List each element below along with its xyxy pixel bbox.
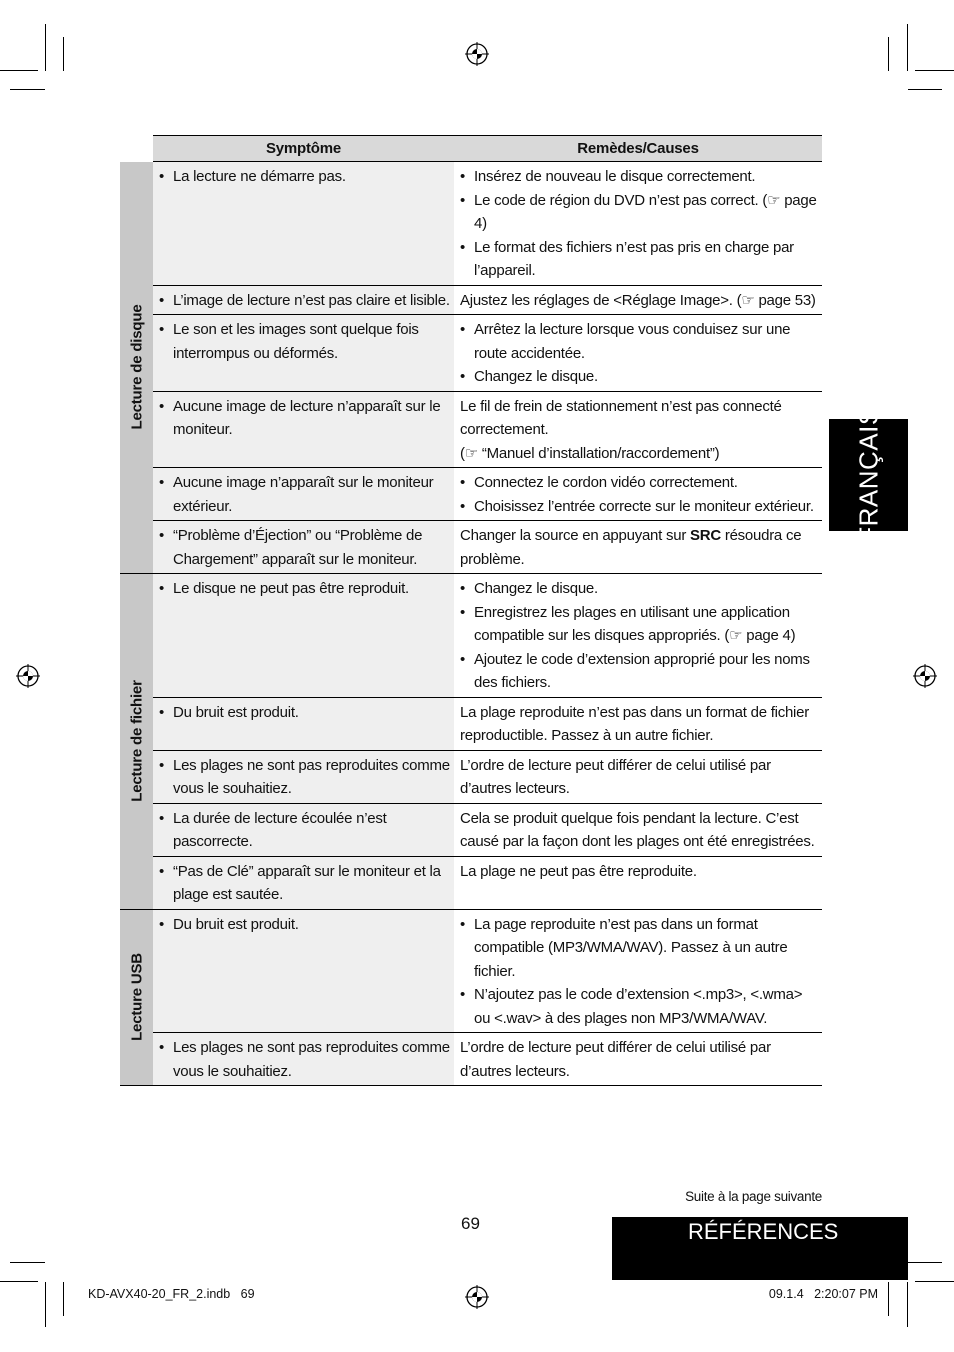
remedy-cell xyxy=(454,750,822,803)
symptom-text: • Les plages ne sont pas reproduites comme vous le souhaitiez. xyxy=(159,754,450,801)
registration-mark-icon xyxy=(913,664,937,688)
crop-mark xyxy=(10,1262,45,1263)
symptom-cell xyxy=(153,391,454,468)
page-number: 69 xyxy=(461,1214,480,1233)
symptom-text: • Aucune image de lecture n’apparaît sur le moniteur. xyxy=(159,395,450,442)
remedy-cell xyxy=(454,521,822,574)
remedy-text: Ajustez les réglages de <Réglage Image>. (☞ page 53) xyxy=(460,291,816,309)
remedy-item: • Ajoutez le code d’extension approprié pour les noms des fichiers. xyxy=(460,648,818,695)
crop-mark xyxy=(63,1282,64,1316)
symptom-cell xyxy=(153,315,454,392)
table-row xyxy=(120,856,822,909)
header-remedy: Remèdes/Causes xyxy=(454,136,822,162)
remedy-item: • Le format des fichiers n’est pas pris en charge par l’appareil. xyxy=(460,236,818,283)
table-row xyxy=(120,391,822,468)
section-label-disc: Lecture de disque xyxy=(120,162,153,574)
symptom-cell xyxy=(153,909,454,1033)
table-header-row xyxy=(120,136,822,162)
section-tab xyxy=(612,1217,908,1280)
remedy-cell xyxy=(454,803,822,856)
remedy-text: La plage ne peut pas être reproduite. xyxy=(460,862,697,880)
remedy-item: • Choisissez l’entrée correcte sur le moniteur extérieur. xyxy=(460,495,818,519)
manual-reference: (☞ “Manuel d’installation/raccordement”) xyxy=(460,444,720,462)
symptom-text: • La durée de lecture écoulée n’est pascorrecte. xyxy=(159,807,450,854)
symptom-text: • Du bruit est produit. xyxy=(159,913,450,937)
symptom-cell xyxy=(153,162,454,286)
symptom-cell xyxy=(153,856,454,909)
crop-mark xyxy=(63,37,64,71)
remedy-item: • Enregistrez les plages en utilisant une application compatible sur les disques appropriés. (☞ page 4) xyxy=(460,601,818,648)
header-spacer xyxy=(120,136,153,162)
table-row xyxy=(120,574,822,698)
crop-mark xyxy=(0,1281,38,1282)
continue-note: Suite à la page suivante xyxy=(685,1189,822,1204)
file-info: KD-AVX40-20_FR_2.indb 69 xyxy=(88,1287,255,1301)
crop-mark xyxy=(915,1281,954,1282)
table-row xyxy=(120,909,822,1033)
remedy-cell xyxy=(454,391,822,468)
symptom-text: • Le son et les images sont quelque fois interrompus ou déformés. xyxy=(159,318,450,365)
symptom-cell xyxy=(153,750,454,803)
remedy-item: • N’ajoutez pas le code d’extension <.mp3>, <.wma> ou <.wav> à des plages non MP3/WMA/WAV. xyxy=(460,983,818,1030)
remedy-item: • Connectez le cordon vidéo correctement. xyxy=(460,471,818,495)
remedy-item: • Le code de région du DVD n’est pas correct. (☞ page 4) xyxy=(460,189,818,236)
crop-mark xyxy=(915,70,954,71)
symptom-cell xyxy=(153,285,454,315)
remedy-text: Changer la source en appuyant sur SRC résoudra ce problème. xyxy=(460,527,802,568)
remedy-cell xyxy=(454,315,822,392)
crop-mark xyxy=(908,1262,942,1263)
table-row xyxy=(120,468,822,521)
symptom-text: • La lecture ne démarre pas. xyxy=(159,165,450,189)
symptom-cell xyxy=(153,521,454,574)
table-row xyxy=(120,1033,822,1086)
registration-mark-icon xyxy=(465,42,489,66)
remedy-text: Le fil de frein de stationnement n’est pas connecté correctement. xyxy=(460,397,782,438)
table-row xyxy=(120,750,822,803)
table-row xyxy=(120,521,822,574)
crop-mark xyxy=(888,1282,889,1316)
language-tab xyxy=(829,407,908,543)
troubleshooting-table xyxy=(120,135,822,1086)
remedy-cell xyxy=(454,468,822,521)
print-timestamp: 09.1.4 2:20:07 PM xyxy=(768,1287,878,1301)
crop-mark xyxy=(45,24,46,71)
src-button-label: SRC xyxy=(689,527,721,544)
table-row xyxy=(120,315,822,392)
language-label: FRANÇAIS xyxy=(853,407,883,543)
remedy-cell xyxy=(454,856,822,909)
symptom-cell xyxy=(153,574,454,698)
remedy-text: L’ordre de lecture peut différer de celui utilisé par d’autres lecteurs. xyxy=(460,756,771,797)
remedy-text: L’ordre de lecture peut différer de celui utilisé par d’autres lecteurs. xyxy=(460,1039,771,1080)
table-row xyxy=(120,162,822,286)
remedy-cell xyxy=(454,574,822,698)
symptom-text: • Le disque ne peut pas être reproduit. xyxy=(159,577,450,601)
remedy-cell xyxy=(454,162,822,286)
remedy-cell xyxy=(454,285,822,315)
symptom-text: • L’image de lecture n’est pas claire et lisible. xyxy=(159,289,450,313)
remedy-text: La plage reproduite n’est pas dans un format de fichier reproductible. Passez à un autre fichier. xyxy=(460,703,809,744)
remedy-cell xyxy=(454,697,822,750)
symptom-cell xyxy=(153,803,454,856)
crop-mark xyxy=(10,89,45,90)
remedy-text: Cela se produit quelque fois pendant la lecture. C’est causé par la façon dont les plages ont été enregistrées. xyxy=(460,809,815,850)
symptom-text: • Du bruit est produit. xyxy=(159,701,450,725)
remedy-cell xyxy=(454,1033,822,1086)
symptom-text: • “Pas de Clé” apparaît sur le moniteur et la plage est sautée. xyxy=(159,860,450,907)
symptom-text: • Aucune image n’apparaît sur le moniteur extérieur. xyxy=(159,471,450,518)
remedy-item: • Changez le disque. xyxy=(460,577,818,601)
symptom-text: • Les plages ne sont pas reproduites comme vous le souhaitiez. xyxy=(159,1036,450,1083)
remedy-item: • Arrêtez la lecture lorsque vous conduisez sur une route accidentée. xyxy=(460,318,818,365)
crop-mark xyxy=(908,89,942,90)
remedy-item: • Insérez de nouveau le disque correctement. xyxy=(460,165,818,189)
symptom-text: • “Problème d’Éjection” ou “Problème de Chargement” apparaît sur le moniteur. xyxy=(159,524,450,571)
registration-mark-icon xyxy=(16,664,40,688)
section-title: RÉFÉRENCES xyxy=(688,1219,839,1244)
symptom-cell xyxy=(153,468,454,521)
crop-mark xyxy=(907,1282,908,1327)
section-label-file: Lecture de fichier xyxy=(120,574,153,910)
registration-mark-icon xyxy=(465,1285,489,1309)
table-row xyxy=(120,697,822,750)
crop-mark xyxy=(0,70,38,71)
table-row xyxy=(120,803,822,856)
symptom-cell xyxy=(153,697,454,750)
crop-mark xyxy=(45,1282,46,1327)
table-row xyxy=(120,285,822,315)
remedy-item: • Changez le disque. xyxy=(460,365,818,389)
crop-mark xyxy=(888,37,889,71)
symptom-cell xyxy=(153,1033,454,1086)
remedy-item: • La page reproduite n’est pas dans un format compatible (MP3/WMA/WAV). Passez à un autre fichier. xyxy=(460,913,818,984)
section-label-usb: Lecture USB xyxy=(120,909,153,1086)
header-symptom: Symptôme xyxy=(153,136,454,162)
remedy-cell xyxy=(454,909,822,1033)
crop-mark xyxy=(907,24,908,71)
